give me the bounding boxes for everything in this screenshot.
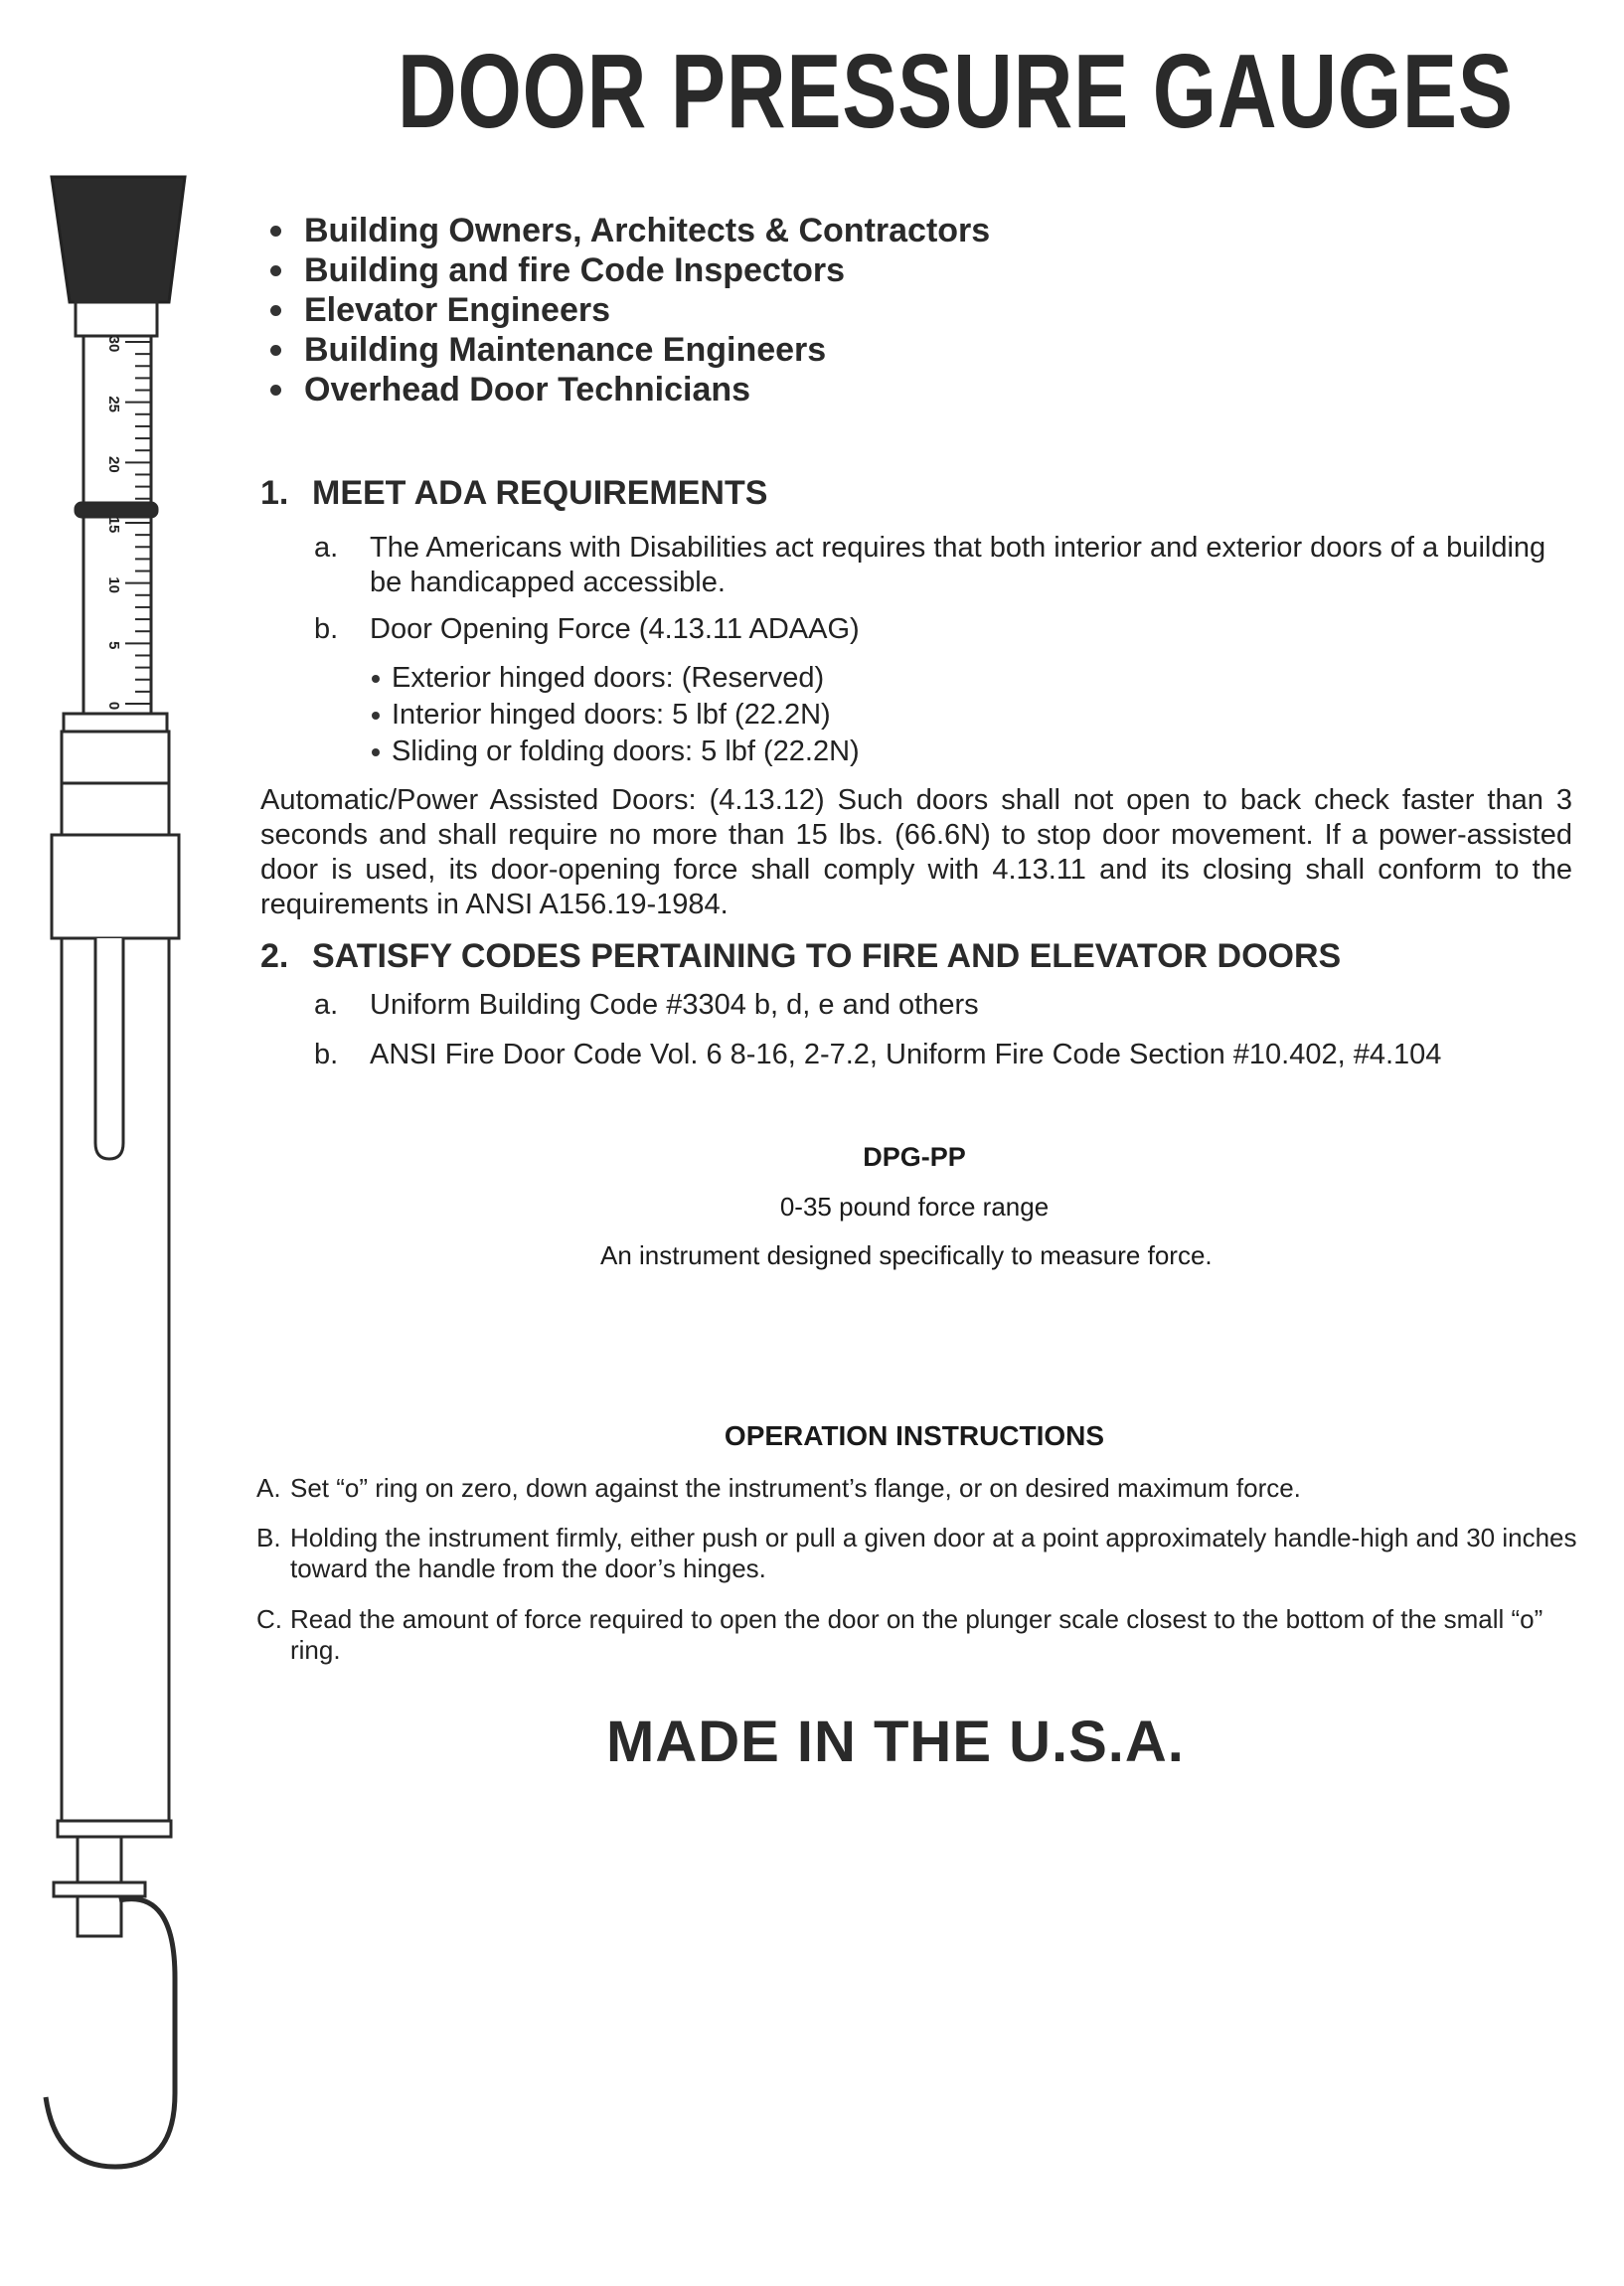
section-2-title: SATISFY CODES PERTAINING TO FIRE AND ELEVATOR DOORS: [312, 937, 1342, 975]
product-description: An instrument designed specifically to measure force.: [600, 1240, 1213, 1270]
scale-number: 15: [105, 516, 122, 534]
audience-item: Overhead Door Technicians: [266, 370, 990, 409]
scale-number: 10: [105, 576, 122, 594]
item-label: a.: [314, 989, 339, 1021]
item-text: ANSI Fire Door Code Vol. 6 8-16, 2-7.2, Uniform Fire Code Section #10.402, #4.104: [370, 1039, 1442, 1070]
o-ring: [76, 503, 157, 517]
hook-block: [78, 1896, 121, 1936]
item-text: Uniform Building Code #3304 b, d, e and others: [370, 989, 979, 1021]
body-band: [62, 783, 169, 835]
door-force-item: Interior hinged doors: 5 lbf (22.2N): [370, 697, 860, 734]
door-force-item: Exterior hinged doors: (Reserved): [370, 660, 860, 697]
flange: [64, 714, 167, 732]
step-label: A.: [256, 1473, 281, 1503]
scale-number: 30: [105, 335, 122, 353]
automatic-doors-paragraph: Automatic/Power Assisted Doors: (4.13.12) Such doors shall not open to back check faster than 3 seconds and shall require no more than 15 lbs. (66.6N) to stop door movement. If a power-assisted door is used, its door-opening force shall comply with 4.13.11 and its closing shall conform to the requirements in ANSI A156.19-1984.: [260, 784, 1572, 920]
pocket-clip: [95, 938, 123, 1159]
operation-step-c: [256, 1604, 1578, 1666]
item-label: a.: [314, 532, 339, 564]
tip-collar: [76, 302, 157, 336]
scale-number: 5: [105, 641, 122, 650]
step-label: B.: [256, 1523, 281, 1552]
item-label: b.: [314, 1039, 339, 1070]
door-pressure-gauge-illustration: [0, 0, 239, 2286]
step-label: C.: [256, 1604, 282, 1634]
step-text: Read the amount of force required to open the door on the plunger scale closest to the bottom of the small “o” ring.: [290, 1604, 1543, 1665]
thumb-screw: [54, 1882, 145, 1896]
hook: [46, 1899, 175, 2167]
hook-mount: [78, 1837, 121, 1884]
audience-list: [266, 211, 990, 409]
scale-number: 25: [105, 396, 122, 413]
item-text: The Americans with Disabilities act requires that both interior and exterior doors of a building be handicapped accessible.: [370, 532, 1546, 598]
operation-step-a: [256, 1473, 1578, 1504]
made-in-usa: MADE IN THE U.S.A.: [606, 1710, 1185, 1774]
audience-item: Elevator Engineers: [266, 290, 990, 330]
section-2-item-a: [314, 988, 1596, 1023]
section-2-item-b: [314, 1038, 1596, 1072]
rubber-tip: [52, 177, 185, 302]
section-1-item-a: [314, 531, 1576, 600]
product-range: 0-35 pound force range: [779, 1192, 1050, 1222]
bottom-cap: [58, 1821, 171, 1837]
section-1-title: MEET ADA REQUIREMENTS: [312, 474, 768, 512]
audience-item: Building Maintenance Engineers: [266, 330, 990, 370]
page-title: DOOR PRESSURE GAUGES: [398, 33, 1514, 150]
section-1-number: 1.: [260, 474, 289, 512]
section-1-heading: [260, 473, 767, 513]
scale-number: 20: [105, 455, 122, 473]
door-force-item: Sliding or folding doors: 5 lbf (22.2N): [370, 734, 860, 770]
product-model: DPG-PP: [863, 1142, 966, 1172]
audience-item: Building Owners, Architects & Contractors: [266, 211, 990, 250]
step-text: Holding the instrument firmly, either push or pull a given door at a point approximately handle-high and 30 inches toward the handle from the door’s hinges.: [290, 1523, 1577, 1583]
step-text: Set “o” ring on zero, down against the instrument’s flange, or on desired maximum force.: [290, 1473, 1301, 1503]
body-upper: [62, 732, 169, 783]
section-2-number: 2.: [260, 937, 289, 975]
item-text: Door Opening Force (4.13.11 ADAAG): [370, 613, 860, 645]
operation-heading: OPERATION INSTRUCTIONS: [724, 1420, 1105, 1451]
operation-step-b: [256, 1523, 1578, 1584]
audience-item: Building and fire Code Inspectors: [266, 250, 990, 290]
body-sleeve: [52, 835, 179, 938]
scale-number: 0: [105, 701, 122, 711]
section-1-item-b: [314, 612, 1576, 647]
door-force-bullets: [370, 660, 860, 770]
item-label: b.: [314, 613, 339, 645]
section-2-heading: [260, 936, 1341, 976]
